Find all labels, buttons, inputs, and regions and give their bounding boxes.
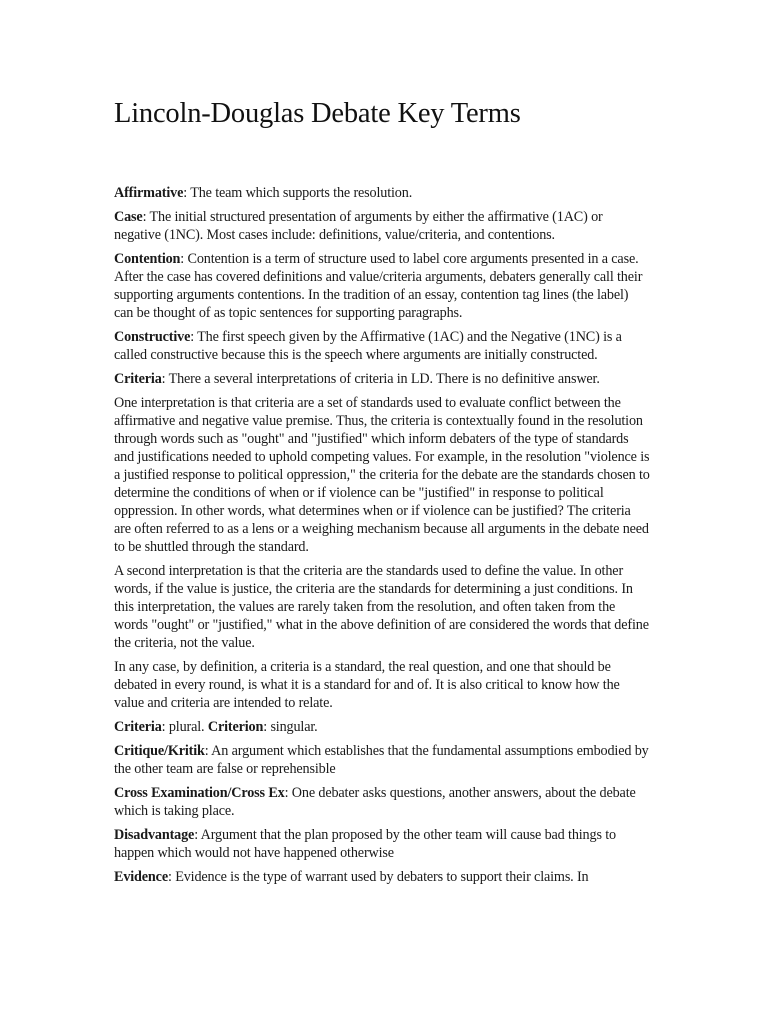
term-label: Case (114, 209, 143, 225)
term-label: Criterion (207, 719, 264, 735)
entry-affirmative: Affirmative: The team which supports the resolution. (114, 185, 413, 201)
entry-criteria: Criteria: There a several interpretations of criteria in LD. There is no definitive answer. (114, 371, 600, 387)
term-definition: The first speech given by the Affirmative (1AC) and the Negative (1NC) is a called constructive because this is the speech where arguments are initially constructed. (114, 329, 622, 363)
entry-case: Case: The initial structured presentation of arguments by either the affirmative (1AC) or negative (1NC). Most cases include: definitions, value/criteria, and contentions. (114, 209, 603, 243)
criteria-interpretation-one: One interpretation is that criteria are a set of standards used to evaluate conflict between the affirmative and negative value premise. Thus, the criteria is contextually found in the resolution through words such as "ought" and "justified" which inform debaters of the type of standards and justifications needed to uphold competing values. For example, in the resolution "violence is a justified response to political oppression," the criteria for the debate are the standards chosen to determine the conditions of when or if violence can be "justified" in response to political oppression. In other words, what determines when or if violence can be justified? The criteria are often referred to as a lens or a weighing mechanism because all arguments in the debate need to be shuttled through the standard. (114, 395, 650, 555)
entry-critique: Critique/Kritik: An argument which establishes that the fundamental assumptions embodied by the other team are false or reprehensible (114, 743, 649, 777)
entry-constructive: Constructive: The first speech given by the Affirmative (1AC) and the Negative (1NC) is a called constructive because this is the speech where arguments are initially constructed. (114, 329, 622, 363)
term-definition: Evidence is the type of warrant used by debaters to support their claims. In (175, 869, 589, 885)
document-title: Lincoln-Douglas Debate Key Terms (114, 98, 521, 129)
term-label: Critique/Kritik (114, 743, 205, 759)
document-page (114, 96, 650, 892)
entry-disadvantage: Disadvantage: Argument that the plan proposed by the other team will cause bad things to happen which would not have happened otherwise (114, 827, 616, 861)
term-label: Evidence (114, 869, 168, 885)
term-definition: There a several interpretations of criteria in LD. There is no definitive answer. (168, 371, 600, 387)
term-label: Constructive (114, 329, 191, 345)
entry-cross-examination: Cross Examination/Cross Ex: One debater asks questions, another answers, about the debate which is taking place. (114, 785, 636, 819)
criteria-any-case: In any case, by definition, a criteria is a standard, the real question, and one that should be debated in every round, is what it is a standard for and of. It is also critical to know how the value and criteria are intended to relate. (114, 659, 620, 711)
term-definition: Contention is a term of structure used to label core arguments presented in a case. After the case has covered definitions and value/criteria arguments, debaters generally call their supporting arguments contentions. In the tradition of an essay, contention tag lines (the label) can be thought of as topic sentences for supporting paragraphs. (114, 251, 643, 321)
term-definition: The team which supports the resolution. (190, 185, 413, 201)
term-definition: An argument which establishes that the fundamental assumptions embodied by the other team are false or reprehensible (114, 743, 649, 777)
entry-contention: Contention: Contention is a term of structure used to label core arguments presented in a case. After the case has covered definitions and value/criteria arguments, debaters generally call their supporting arguments contentions. In the tradition of an essay, contention tag lines (the label) can be thought of as topic sentences for supporting paragraphs. (114, 251, 643, 321)
term-label: Criteria (114, 371, 162, 387)
entry-evidence: Evidence: Evidence is the type of warrant used by debaters to support their claims. In (114, 869, 589, 885)
term-definition: singular. (270, 719, 318, 735)
term-label: Disadvantage (114, 827, 195, 843)
term-label: Contention (114, 251, 181, 267)
term-definition: One debater asks questions, another answers, about the debate which is taking place. (114, 785, 636, 819)
term-label: Criteria (114, 719, 162, 735)
term-label: Affirmative (114, 185, 184, 201)
entry-criteria-plural: Criteria: plural. Criterion: singular. (114, 719, 318, 735)
term-definition: plural. (168, 719, 208, 735)
criteria-interpretation-two: A second interpretation is that the criteria are the standards used to define the value. In other words, if the value is justice, the criteria are the standards for determining a just conditions. In this interpretation, the values are rarely taken from the resolution, and often taken from the words "ought" or "justified," what in the above definition of are considered the words that define the criteria, not the value. (114, 563, 649, 651)
term-definition: Argument that the plan proposed by the other team will cause bad things to happen which would not have happened otherwise (114, 827, 616, 861)
term-definition: The initial structured presentation of arguments by either the affirmative (1AC) or negative (1NC). Most cases include: definitions, value/criteria, and contentions. (114, 209, 603, 243)
term-label: Cross Examination/Cross Ex (114, 785, 285, 801)
